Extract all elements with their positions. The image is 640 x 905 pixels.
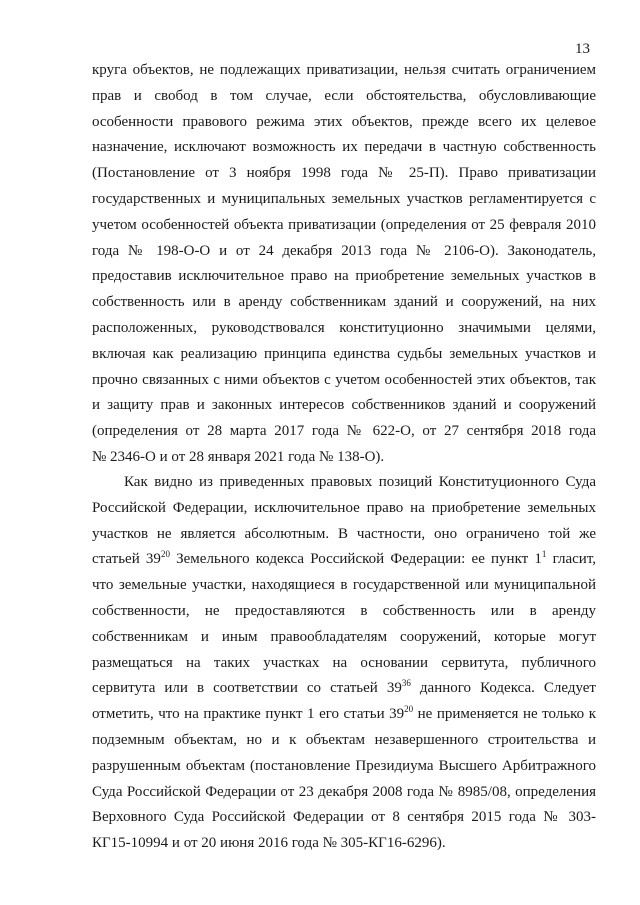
text-fragment: статьей 39: [92, 551, 161, 568]
paragraph-line: [92, 702, 596, 728]
paragraph-line: особенности правового режима этих объектов, прежде всего их целевое: [92, 113, 596, 130]
paragraph-line: КГ15-10994 и от 20 июня 2016 года № 305-КГ16-6296).: [92, 835, 446, 852]
paragraph-line: собственность или в аренду собственникам зданий и сооружений, на них: [92, 294, 596, 311]
paragraph-line: [92, 547, 596, 573]
paragraph-line: года № 198-О-О и от 24 декабря 2013 года № 2106-О). Законодатель,: [92, 242, 596, 259]
paragraph-line: Как видно из приведенных правовых позиций Конституционного Суда: [124, 474, 596, 490]
superscript: 20: [404, 704, 414, 715]
paragraph-line: собственности, не предоставляются в собственность или в аренду: [92, 602, 596, 619]
paragraph-line: прочно связанных с ними объектов с учетом особенностей этих объектов, так: [92, 371, 596, 388]
paragraph-line: участков не является абсолютным. В частности, оно ограничено той же: [92, 525, 596, 542]
paragraph-line: размещаться на таких участках на основании сервитута, публичного: [92, 654, 596, 671]
text-fragment: Земельного кодекса Российской Федерации: ее пункт 1: [169, 551, 542, 568]
paragraph-line: [92, 676, 596, 702]
text-fragment: отметить, что на практике пункт 1 его статьи 39: [92, 706, 405, 723]
text-fragment: не применяется не только к: [413, 706, 596, 723]
paragraph-line: собственникам и иным правообладателям сооружений, которые могут: [92, 628, 596, 645]
paragraph-line: что земельные участки, находящиеся в государственной или муниципальной: [92, 577, 596, 594]
paragraph-line: разрушенным объектам (постановление Президиума Высшего Арбитражного: [92, 757, 596, 774]
paragraph-line: расположенных, руководствовался конституционно значимыми целями,: [92, 319, 596, 336]
paragraph-line: Суда Российской Федерации от 23 декабря 2008 года № 8985/08, определения: [92, 783, 596, 800]
paragraph-line: государственных и муниципальных земельных участков регламентируется с: [92, 190, 596, 207]
paragraph-line: предоставив исключительное право на приобретение земельных участков в: [92, 268, 596, 285]
text-fragment: данного Кодекса. Следует: [410, 680, 596, 697]
paragraph-line: Верховного Суда Российской Федерации от 8 сентября 2015 года № 303-: [92, 809, 596, 826]
paragraph-2: [92, 470, 596, 857]
paragraph-line: назначение, исключают возможность их передачи в частную собственность: [92, 139, 596, 156]
paragraph-1: [92, 58, 596, 471]
paragraph-line: включая как реализацию принципа единства судьбы земельных участков и: [92, 345, 596, 362]
text-fragment: гласит,: [546, 551, 597, 568]
paragraph-line: подземным объектам, но и к объектам незавершенного строительства и: [92, 731, 596, 748]
superscript: 1: [541, 549, 547, 560]
paragraph-line: № 2346-О и от 28 января 2021 года № 138-О).: [92, 448, 385, 465]
paragraph-line: учетом особенностей объекта приватизации (определения от 25 февраля 2010: [92, 216, 596, 233]
paragraph-line: и защиту прав и законных интересов собственников зданий и сооружений: [92, 397, 596, 414]
paragraph-line: Российской Федерации, исключительное право на приобретение земельных: [92, 499, 596, 516]
paragraph-line: (определения от 28 марта 2017 года № 622-О, от 27 сентября 2018 года: [92, 423, 596, 440]
page-number: 13: [575, 41, 590, 57]
paragraph-line: прав и свобод в том случае, если обстоятельства, обусловливающие: [92, 87, 596, 104]
superscript: 36: [401, 678, 411, 689]
paragraph-line: круга объектов, не подлежащих приватизации, нельзя считать ограничением: [92, 62, 596, 78]
superscript: 20: [160, 549, 170, 560]
text-fragment: сервитута или в соответствии со статьей 39: [92, 680, 402, 697]
paragraph-line: (Постановление от 3 ноября 1998 года № 25-П). Право приватизации: [92, 165, 596, 182]
